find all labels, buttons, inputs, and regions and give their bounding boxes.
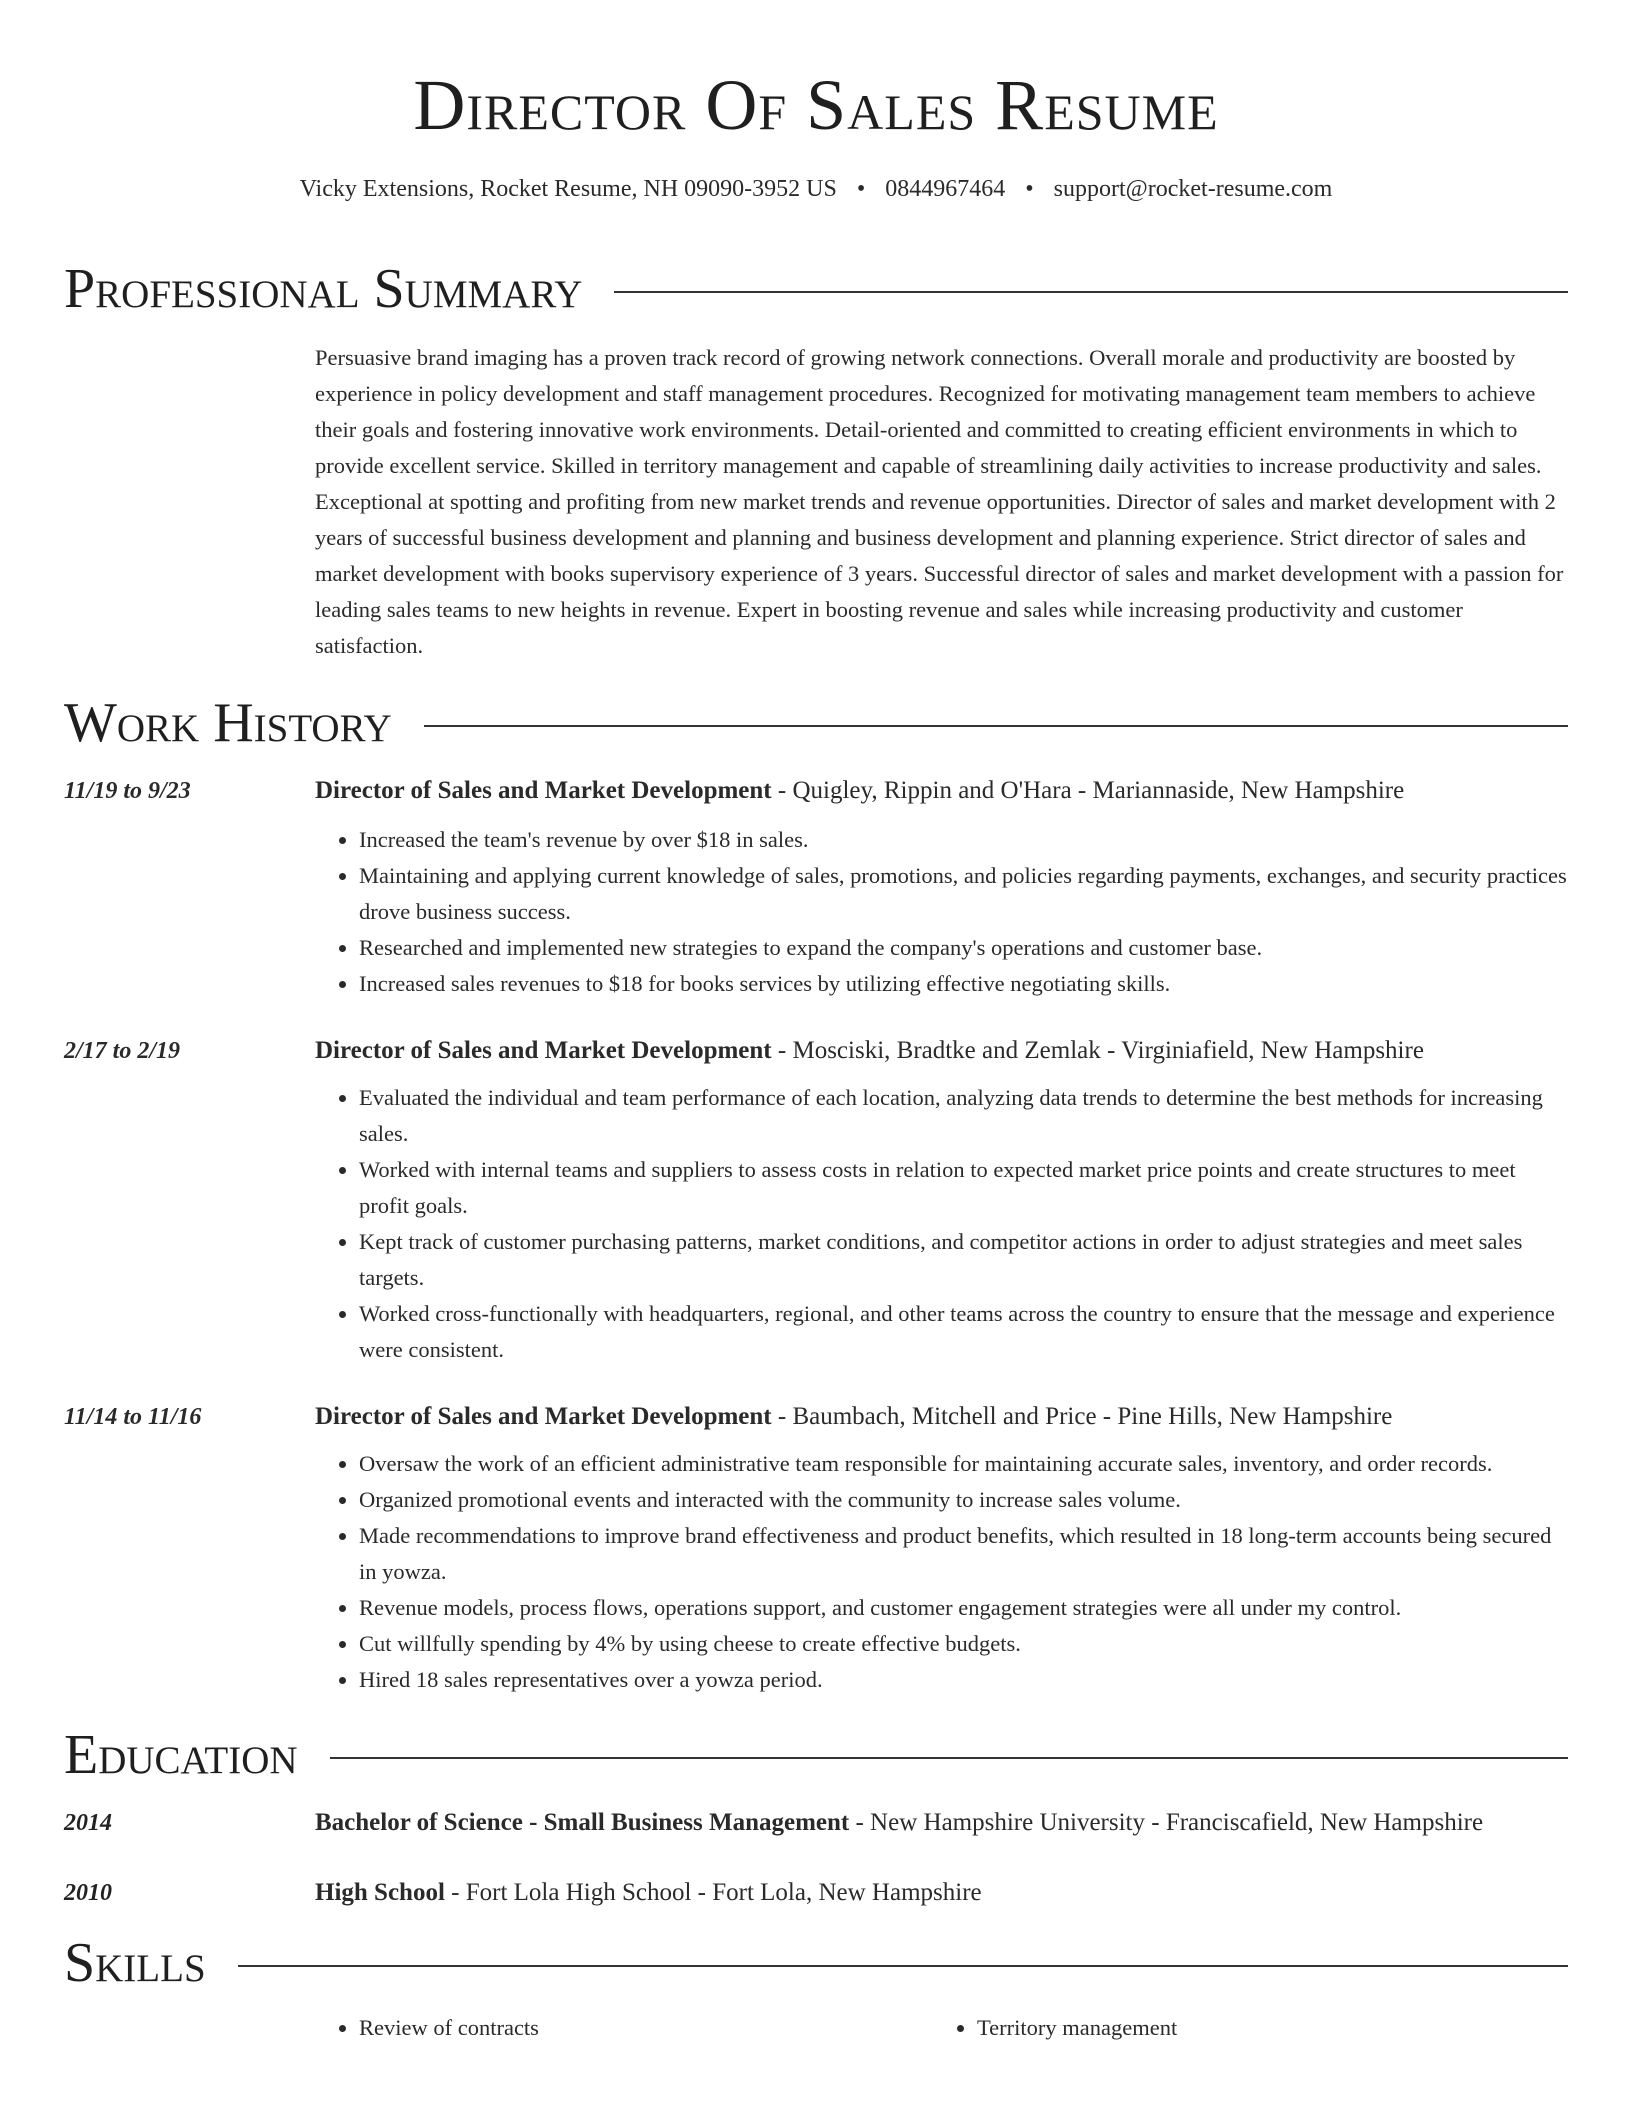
skill-item: • Territory management	[977, 2010, 1551, 2046]
job-bullet: • Kept track of customer purchasing patterns, market conditions, and competitor actions in order to adjust strategies and meet sales targets.	[359, 1224, 1568, 1296]
education-school: - Fort Lola High School - Fort Lola, New Hampshire	[444, 1879, 982, 1906]
job-company: - Mosciski, Bradtke and Zemlak - Virginiafield, New Hampshire	[771, 1037, 1424, 1064]
job-bullets	[315, 1446, 1568, 1698]
job-dates: 11/19 to 9/23	[64, 778, 191, 804]
skills-column-right	[933, 2010, 1551, 2046]
job-headline	[315, 774, 1568, 808]
job-entry	[64, 774, 1568, 1002]
skills-section-heading	[64, 1930, 1568, 1996]
section-divider	[330, 1757, 1568, 1759]
job-role: Director of Sales and Market Development	[315, 777, 772, 804]
education-entry	[64, 1806, 1568, 1840]
job-bullet: • Revenue models, process flows, operations support, and customer engagement strategies were all under my control.	[359, 1590, 1568, 1626]
job-bullet: • Increased sales revenues to $18 for books services by utilizing effective negotiating skills.	[359, 966, 1568, 1002]
job-role: Director of Sales and Market Development	[315, 1403, 772, 1430]
job-bullet: • Hired 18 sales representatives over a yowza period.	[359, 1662, 1568, 1698]
education-headline	[315, 1876, 982, 1910]
job-entry	[64, 1400, 1568, 1698]
education-degree: High School	[315, 1879, 445, 1906]
education-year: 2010	[64, 1880, 112, 1906]
contact-separator: •	[1025, 176, 1034, 202]
education-school: - New Hampshire University - Franciscafield, New Hampshire	[849, 1809, 1484, 1836]
education-section-heading	[64, 1722, 1568, 1788]
education-degree: Bachelor of Science - Small Business Management	[315, 1809, 850, 1836]
skill-item: • Review of contracts	[359, 2010, 933, 2046]
job-bullets	[315, 822, 1568, 1002]
section-title-summary: Professional Summary	[64, 258, 583, 320]
summary-text: Persuasive brand imaging has a proven track record of growing network connections. Overall morale and productivity are boosted by experience in policy development and staff management procedures. Recognized for motivating management team members to achieve their goals and fostering innovative work environments. Detail-oriented and committed to creating efficient environments in which to provide excellent service. Skilled in territory management and capable of streamlining daily activities to increase productivity and sales. Exceptional at spotting and profiting from new market trends and revenue opportunities. Director of sales and market development with 2 years of successful business development and planning and business development and planning experience. Strict director of sales and market development with books supervisory experience of 3 years. Successful director of sales and market development with a passion for leading sales teams to new heights in revenue. Expert in boosting revenue and sales while increasing productivity and customer satisfaction.	[315, 345, 1564, 658]
skills-columns	[315, 2010, 1568, 2046]
contact-email: support@rocket-resume.com	[1053, 176, 1333, 202]
job-bullet: • Worked with internal teams and suppliers to assess costs in relation to expected market price points and create structures to meet profit goals.	[359, 1152, 1568, 1224]
contact-line	[64, 174, 1568, 204]
job-headline	[315, 1400, 1568, 1434]
section-divider	[614, 291, 1568, 293]
resume-page	[64, 0, 1568, 2046]
job-bullet: • Cut willfully spending by 4% by using cheese to create effective budgets.	[359, 1626, 1568, 1662]
job-bullet: • Organized promotional events and interacted with the community to increase sales volume.	[359, 1482, 1568, 1518]
job-headline	[315, 1034, 1568, 1068]
summary-section-heading	[64, 256, 1568, 322]
section-divider	[238, 1965, 1568, 1967]
job-entry	[64, 1034, 1568, 1368]
job-company: - Baumbach, Mitchell and Price - Pine Hills, New Hampshire	[771, 1403, 1393, 1430]
section-title-skills: Skills	[64, 1932, 206, 1994]
resume-title: Director Of Sales Resume	[413, 65, 1219, 145]
education-year: 2014	[64, 1810, 112, 1836]
job-bullet: • Worked cross-functionally with headquarters, regional, and other teams across the country to ensure that the message and experience were consistent.	[359, 1296, 1568, 1368]
job-company: - Quigley, Rippin and O'Hara - Mariannaside, New Hampshire	[771, 777, 1405, 804]
section-title-work: Work History	[64, 692, 392, 754]
education-entry	[64, 1876, 1568, 1910]
job-dates: 2/17 to 2/19	[64, 1038, 181, 1064]
job-bullet: • Researched and implemented new strategies to expand the company's operations and customer base.	[359, 930, 1568, 966]
job-role: Director of Sales and Market Development	[315, 1037, 772, 1064]
contact-separator: •	[856, 176, 866, 202]
education-headline	[315, 1806, 1483, 1840]
job-bullet: • Oversaw the work of an efficient administrative team responsible for maintaining accurate sales, inventory, and order records.	[359, 1446, 1568, 1482]
skills-column-left	[315, 2010, 933, 2046]
work-section-heading	[64, 690, 1568, 756]
job-bullet: • Maintaining and applying current knowledge of sales, promotions, and policies regarding payments, exchanges, and security practices drove business success.	[359, 858, 1568, 930]
contact-phone: 0844967464	[885, 176, 1006, 202]
job-dates: 11/14 to 11/16	[64, 1404, 202, 1430]
section-divider	[424, 725, 1568, 727]
contact-address: Vicky Extensions, Rocket Resume, NH 09090-3952 US	[299, 176, 837, 202]
job-bullet: • Made recommendations to improve brand effectiveness and product benefits, which resulted in 18 long-term accounts being secured in yowza.	[359, 1518, 1568, 1590]
job-bullets	[315, 1080, 1568, 1368]
job-bullet: • Increased the team's revenue by over $18 in sales.	[359, 822, 1568, 858]
section-title-education: Education	[64, 1724, 298, 1786]
job-bullet: • Evaluated the individual and team performance of each location, analyzing data trends to determine the best methods for increasing sales.	[359, 1080, 1568, 1152]
